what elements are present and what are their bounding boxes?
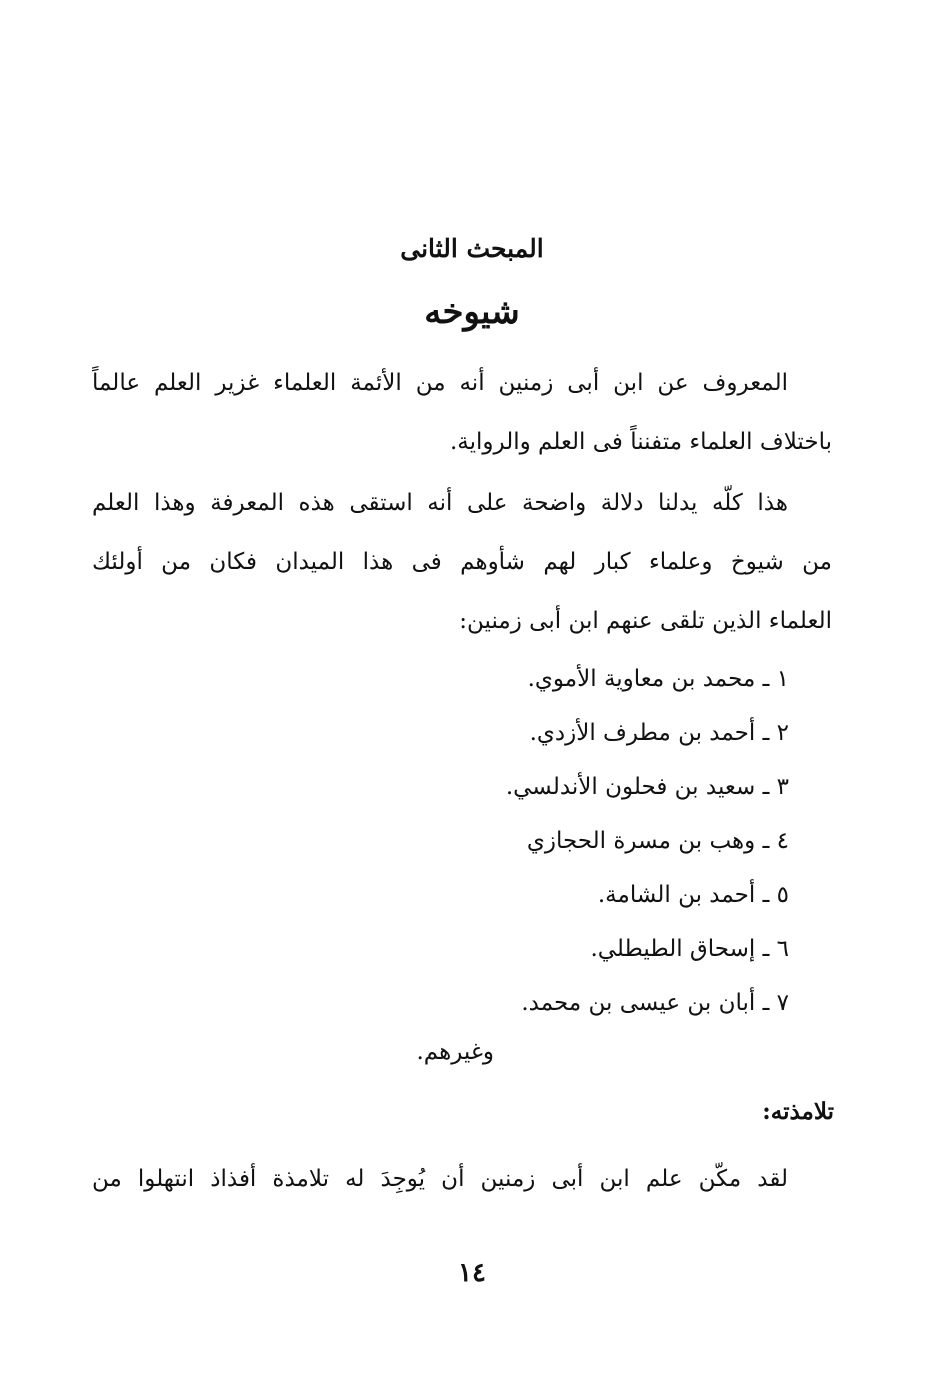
list-item: ٦ ـ إسحاق الطيطلي. — [590, 936, 789, 962]
students-heading: تلامذته: — [762, 1098, 834, 1125]
paragraph-line: لقد مكّن علم ابن أبى زمنين أن يُوجِدَ له تلامذة أفذاذ انتهلوا من — [92, 1166, 788, 1192]
list-item: ٢ ـ أحمد بن مطرف الأزدي. — [529, 720, 789, 746]
list-item: ٧ ـ أبان بن عيسى بن محمد. — [521, 990, 789, 1016]
page-number: ١٤ — [458, 1258, 486, 1288]
paragraph-line: من شيوخ وعلماء كبار لهم شأوهم فى هذا الميدان فكان من أولئك — [92, 549, 832, 575]
section-label: المبحث الثانى — [400, 234, 544, 263]
paragraph-line: العلماء الذين تلقى عنهم ابن أبى زمنين: — [459, 608, 832, 634]
paragraph-students — [92, 1150, 832, 1209]
list-item: ٥ ـ أحمد بن الشامة. — [597, 882, 789, 908]
list-item: ٣ ـ سعيد بن فحلون الأندلسي. — [505, 774, 789, 800]
paragraph-line: هذا كلّه يدلنا دلالة واضحة على أنه استقى هذه المعرفة وهذا العلم — [92, 490, 788, 516]
section-title: شيوخه — [424, 292, 520, 332]
paragraph-line: المعروف عن ابن أبى زمنين أنه من الأئمة العلماء غزير العلم عالماً — [92, 370, 788, 396]
list-item: ١ ـ محمد بن معاوية الأموي. — [527, 666, 789, 692]
teachers-list — [506, 652, 789, 1030]
paragraph-teachers-intro — [92, 474, 832, 651]
paragraph-line: باختلاف العلماء متفنناً فى العلم والرواية. — [449, 429, 832, 455]
list-item: ٤ ـ وهب بن مسرة الحجازي — [526, 828, 789, 854]
paragraph-intro — [92, 354, 832, 472]
others-text: وغيرهم. — [416, 1039, 494, 1065]
